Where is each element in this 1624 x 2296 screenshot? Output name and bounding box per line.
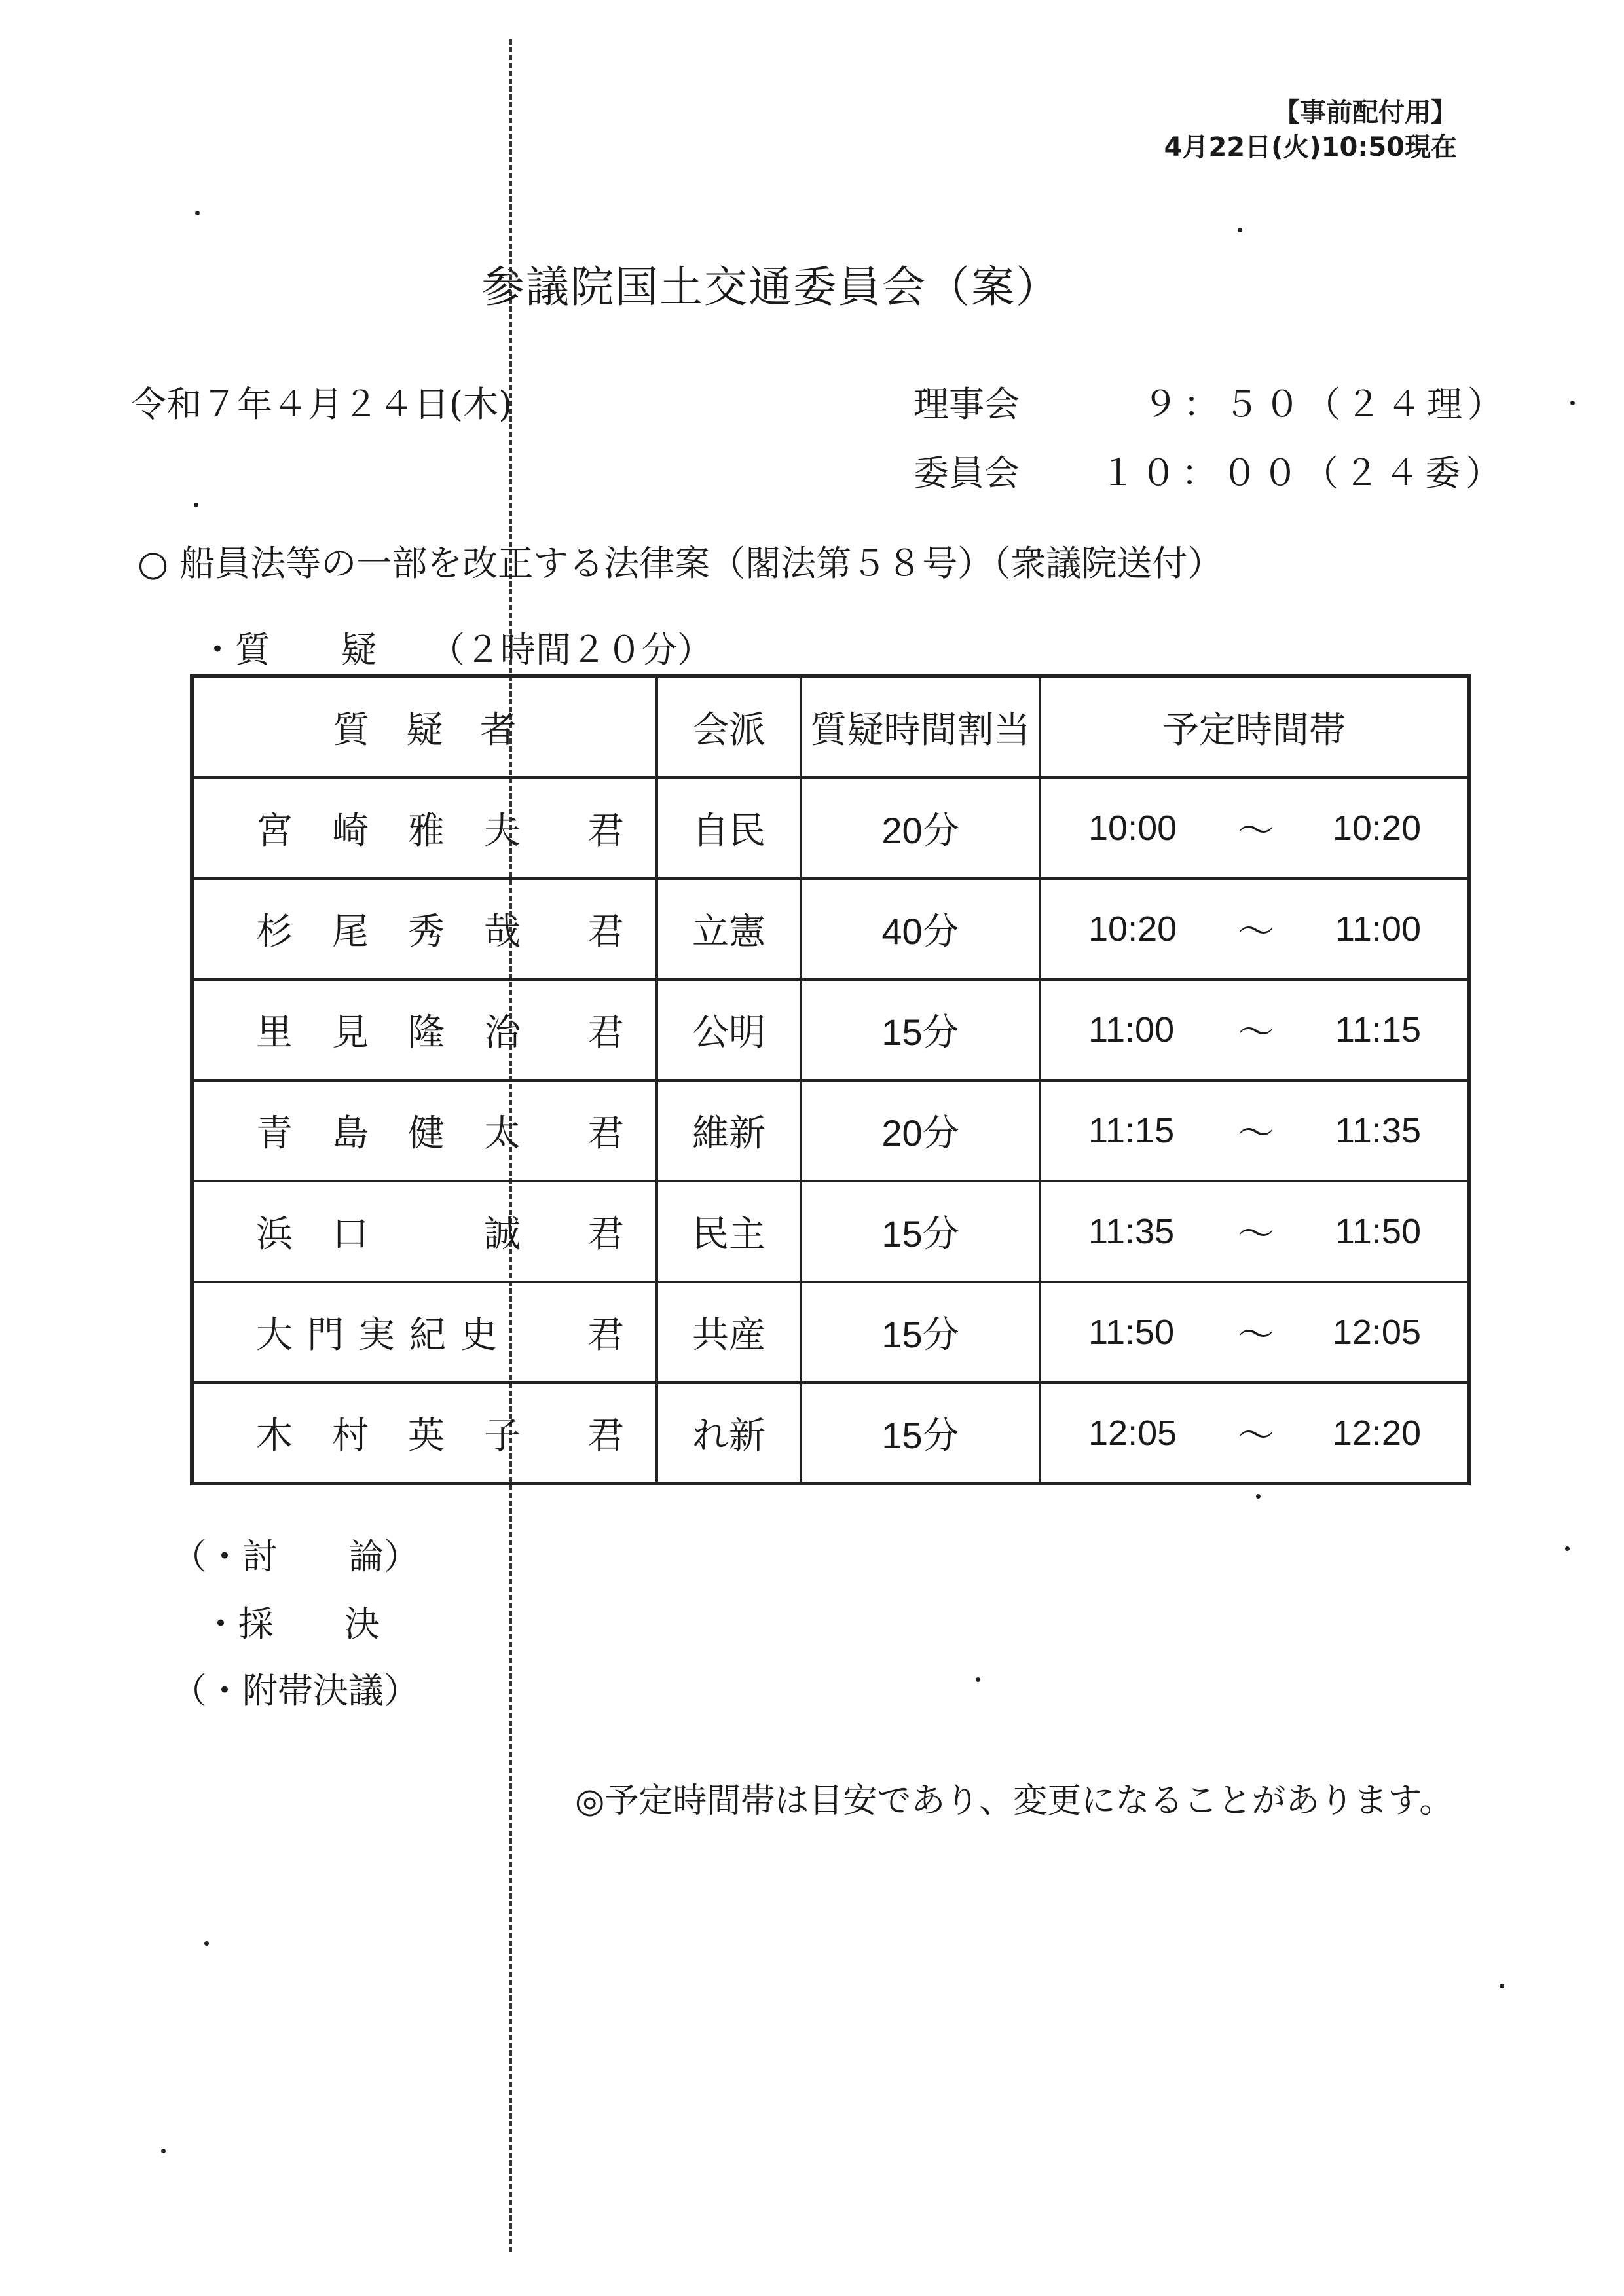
questioner-name: 宮崎雅夫	[256, 810, 560, 852]
table-row	[192, 1282, 1469, 1383]
as-of-timestamp: 4月22日(火)10:50現在	[1164, 132, 1457, 162]
questioner-name: 浜口 誠	[256, 1213, 560, 1256]
scan-speck	[1570, 401, 1575, 405]
scan-speck	[195, 211, 200, 215]
honorific: 君	[587, 1011, 624, 1054]
step-supplementary-resolution: （・附帯決議）	[172, 1670, 419, 1711]
table-row	[192, 979, 1469, 1080]
range-separator: ～	[1238, 1414, 1274, 1457]
party: 立憲	[657, 879, 801, 979]
table-row	[192, 879, 1469, 979]
honorific: 君	[587, 810, 624, 852]
allocated-time: 15分	[801, 1282, 1040, 1383]
step-debate: （・討 論）	[172, 1536, 419, 1577]
start-time: 10:00	[1088, 809, 1177, 848]
scan-speck	[1565, 1546, 1570, 1551]
start-time: 11:35	[1088, 1212, 1175, 1251]
questioner-name: 大門実紀史	[256, 1314, 511, 1357]
table-row	[192, 1181, 1469, 1282]
questioner-name: 里見隆治	[256, 1011, 560, 1054]
range-separator: ～	[1238, 1213, 1274, 1256]
party: 自民	[657, 778, 801, 879]
party: 共産	[657, 1282, 801, 1383]
honorific: 君	[587, 911, 624, 953]
committee-label: 委員会	[913, 452, 1020, 494]
range-separator: ～	[1238, 1112, 1274, 1155]
header-party: 会派	[657, 676, 801, 778]
step-vote: ・採 決	[203, 1603, 380, 1645]
scan-speck	[194, 503, 198, 507]
questioner-name: 杉尾秀哉	[256, 911, 560, 953]
end-time: 10:20	[1332, 809, 1421, 848]
range-separator: ～	[1238, 911, 1274, 953]
party: 公明	[657, 979, 801, 1080]
table-row	[192, 1383, 1469, 1484]
honorific: 君	[587, 1112, 624, 1155]
questioner-table	[190, 674, 1471, 1485]
allocated-time: 15分	[801, 979, 1040, 1080]
scan-speck	[1238, 228, 1242, 232]
honorific: 君	[587, 1314, 624, 1357]
party: 維新	[657, 1080, 801, 1181]
range-separator: ～	[1238, 1314, 1274, 1357]
allocated-time: 40分	[801, 879, 1040, 979]
party: れ新	[657, 1383, 801, 1484]
honorific: 君	[587, 1213, 624, 1256]
start-time: 12:05	[1088, 1413, 1177, 1453]
start-time: 11:15	[1088, 1111, 1175, 1150]
header-time-slot: 予定時間帯	[1040, 676, 1469, 778]
start-time: 10:20	[1088, 909, 1177, 949]
board-meeting-time: ９：５０（２４理）	[1143, 384, 1508, 425]
scan-speck	[161, 2149, 166, 2153]
allocated-time: 15分	[801, 1181, 1040, 1282]
range-separator: ～	[1238, 1011, 1274, 1054]
start-time: 11:50	[1088, 1313, 1175, 1352]
table-header-row	[192, 676, 1469, 778]
distribution-label: 【事前配付用】	[1274, 98, 1457, 128]
header-allocation: 質疑時間割当	[801, 676, 1040, 778]
scan-speck	[976, 1677, 980, 1682]
page-title: 参議院国土交通委員会（案）	[481, 262, 1060, 312]
start-time: 11:00	[1088, 1010, 1175, 1049]
questioning-heading: ・質 疑 （２時間２０分）	[200, 629, 712, 670]
party: 民主	[657, 1181, 801, 1282]
questioner-name: 木村英子	[256, 1414, 560, 1457]
end-time: 12:05	[1332, 1313, 1421, 1352]
allocated-time: 15分	[801, 1383, 1040, 1484]
table-row	[192, 1080, 1469, 1181]
committee-time: １０：００（２４委）	[1100, 452, 1506, 494]
scan-speck	[204, 1941, 209, 1946]
header-questioner: 質 疑 者	[192, 676, 657, 778]
end-time: 11:00	[1335, 909, 1421, 949]
schedule-note: ◎予定時間帯は目安であり、変更になることがあります。	[575, 1781, 1454, 1821]
honorific: 君	[587, 1414, 624, 1457]
bill-title: ○ 船員法等の一部を改正する法律案（閣法第５８号）（衆議院送付）	[138, 543, 1223, 584]
scan-speck	[1256, 1494, 1261, 1499]
end-time: 11:35	[1335, 1111, 1421, 1150]
end-time: 12:20	[1332, 1413, 1421, 1453]
board-meeting-label: 理事会	[913, 384, 1020, 425]
scan-speck	[1500, 1984, 1504, 1988]
end-time: 11:15	[1335, 1010, 1421, 1049]
end-time: 11:50	[1335, 1212, 1421, 1251]
range-separator: ～	[1238, 810, 1274, 852]
meeting-date: 令和７年４月２４日(木)	[131, 384, 513, 425]
allocated-time: 20分	[801, 1080, 1040, 1181]
questioner-name: 青島健太	[256, 1112, 560, 1155]
allocated-time: 20分	[801, 778, 1040, 879]
table-row	[192, 778, 1469, 879]
